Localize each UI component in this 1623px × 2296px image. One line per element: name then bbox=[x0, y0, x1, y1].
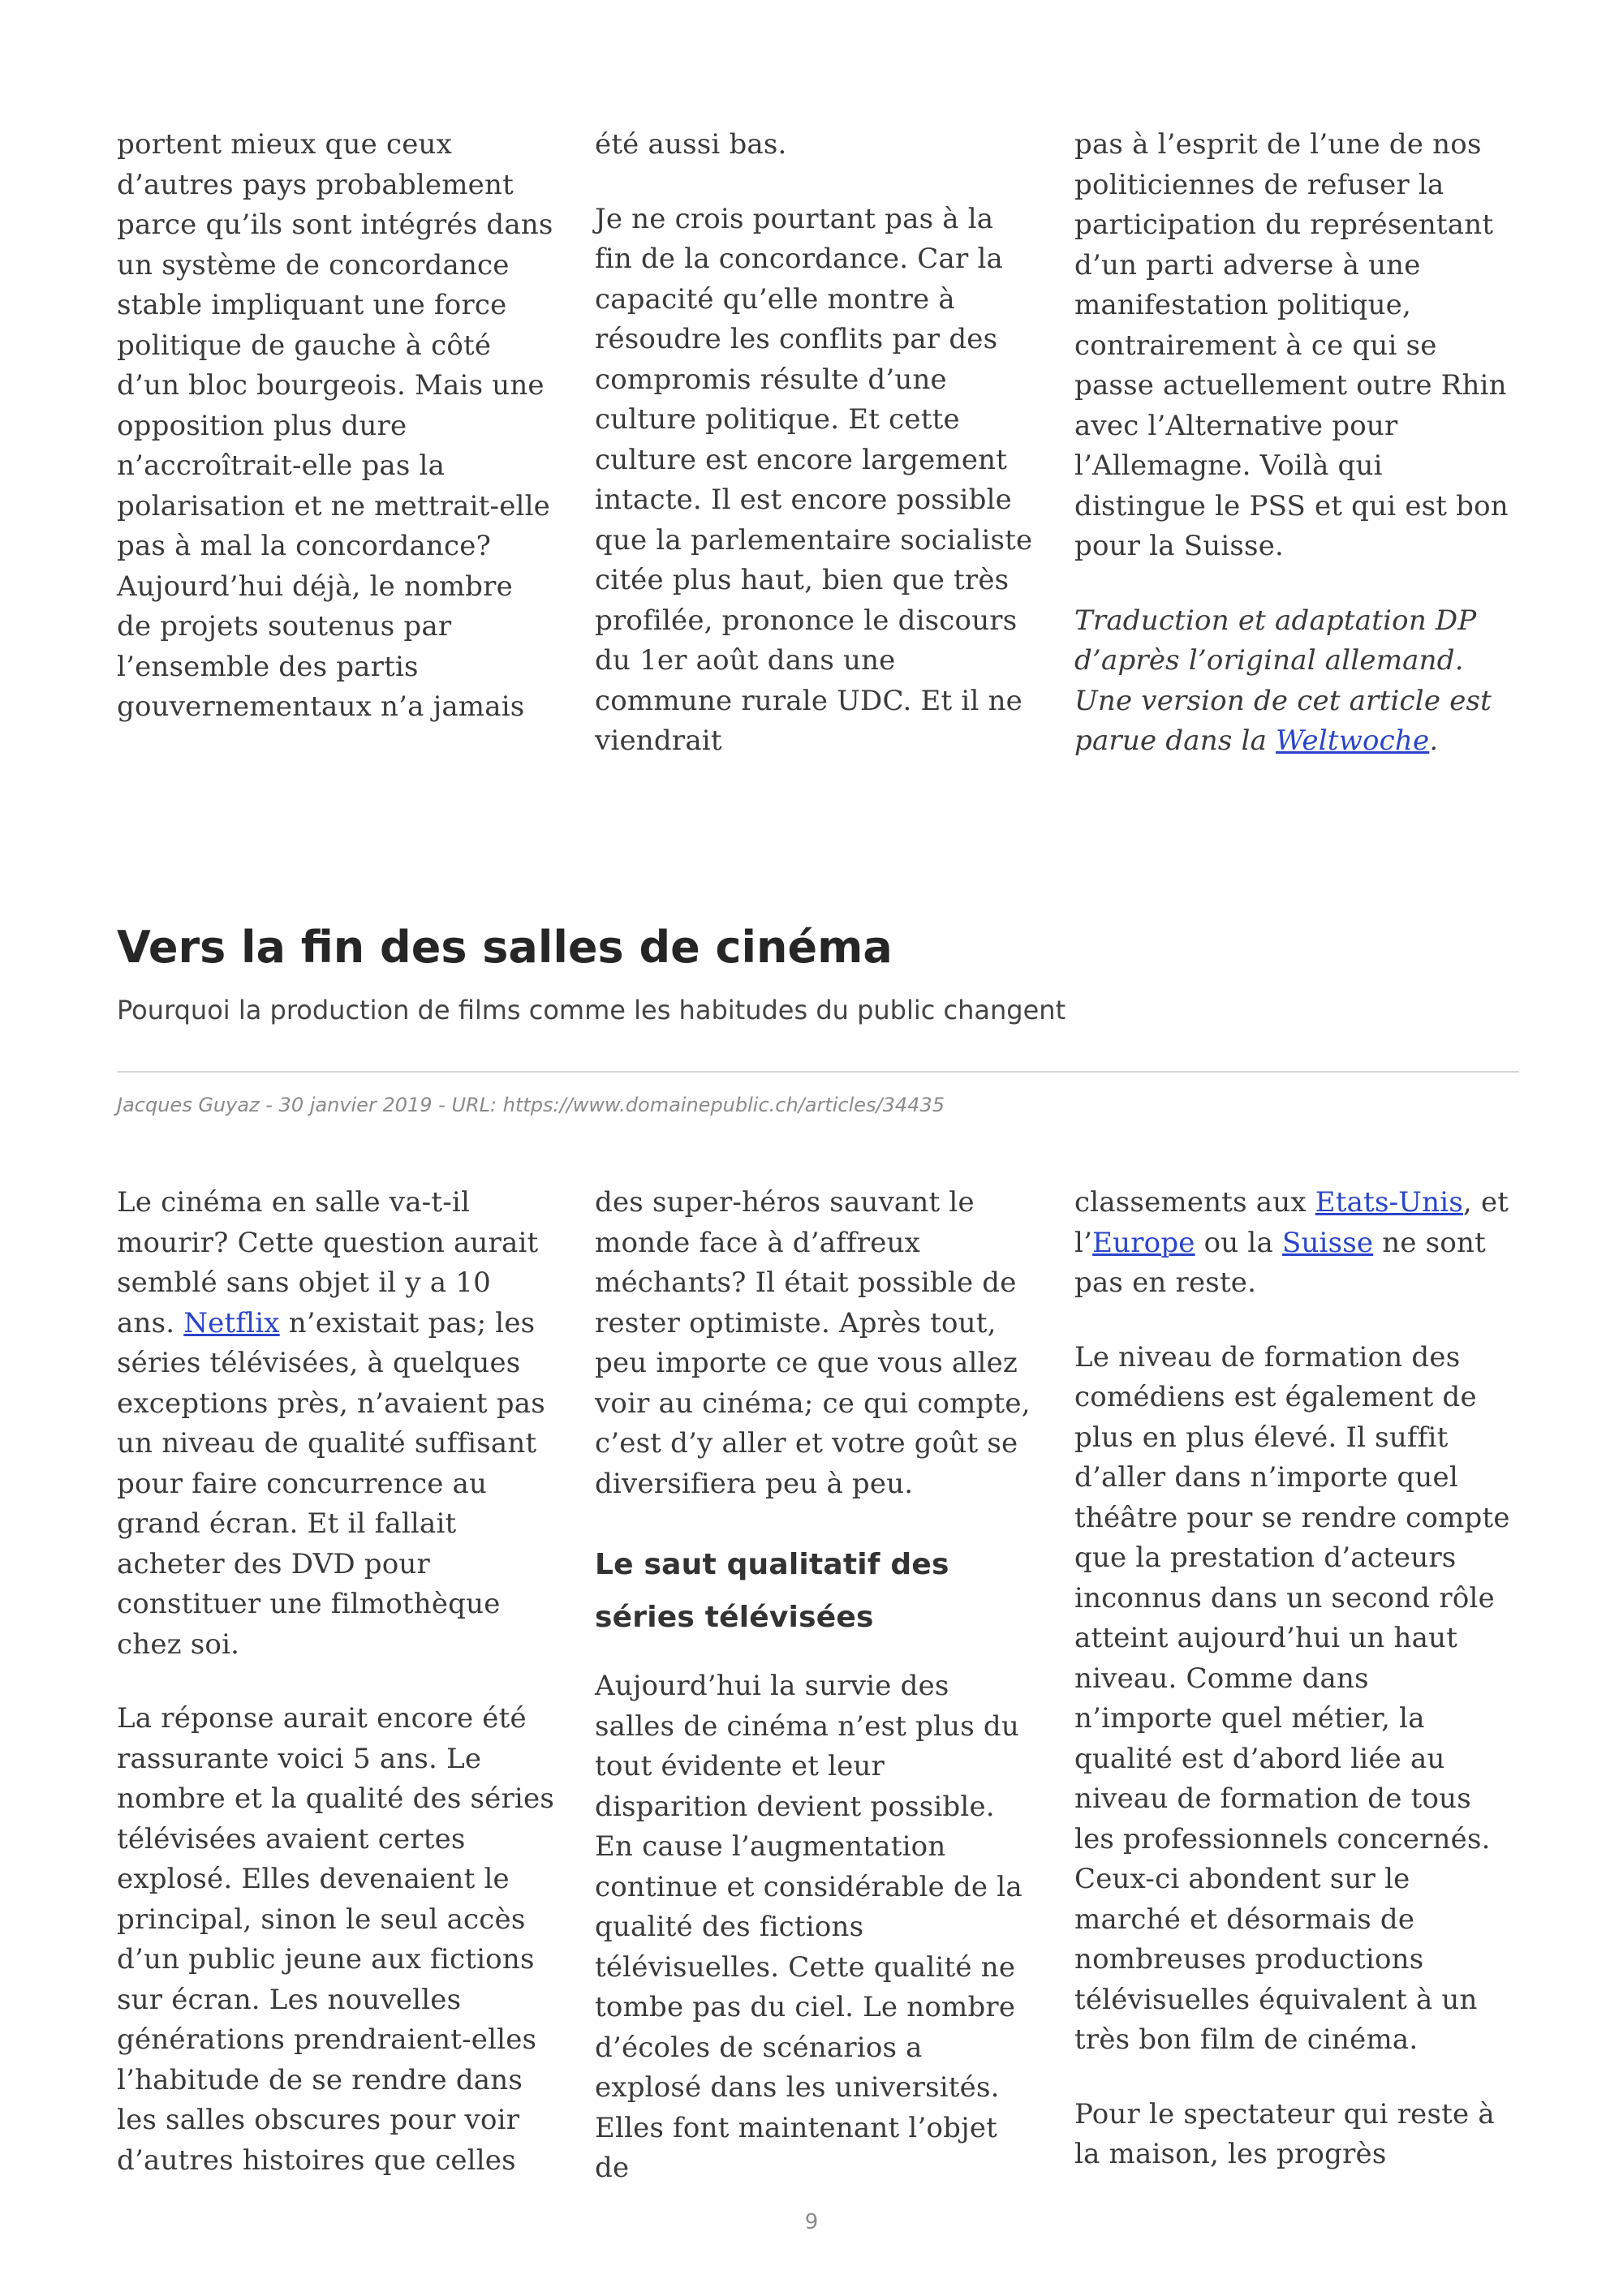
paragraph: des super-héros sauvant le monde face à d’affreux méchants? Il était possible de rester optimiste. Après tout, peu importe ce que vous allez voir au cinéma; ce qui compte, c’est d’y aller et votre goût se diversifiera peu à peu. bbox=[595, 1186, 1031, 1500]
section-heading: Le saut qualitatif des séries télévisées bbox=[595, 1548, 949, 1634]
prev-article-column-2 bbox=[595, 125, 1033, 762]
paragraph: portent mieux que ceux d’autres pays probablement parce qu’ils sont intégrés dans un système de concordance stable impliquant une force politique de gauche à côté d’un bloc bourgeois. Mais une opposition plus dure n’accroîtrait-elle pas la polarisation et ne mettrait-elle pas à mal la concordance? Aujourd’hui déjà, le nombre de projets soutenus par l’ensemble des partis gouvernementaux n’a jamais bbox=[117, 128, 553, 723]
article-title: Vers la fin des salles de cinéma bbox=[117, 922, 893, 973]
netflix-link[interactable]: Netflix bbox=[183, 1306, 280, 1339]
paragraph-text: ou la bbox=[1195, 1226, 1282, 1259]
paragraph-text: ne sont pas en reste. bbox=[1074, 1226, 1486, 1299]
prev-article-column-3 bbox=[1074, 125, 1513, 762]
translation-note bbox=[1074, 601, 1513, 762]
paragraph: Le niveau de formation des comédiens est également de plus en plus élevé. Il suffit d’aller dans n’importe quel théâtre pour se rendre compte que la prestation d’acteurs inconnus dans un second rôle atteint aujourd’hui un haut niveau. Comme dans n’importe quel métier, la qualité est d’abord liée au niveau de formation de tous les professionnels concernés. Ceux-ci abondent sur le marché et désormais de nombreuses productions télévisuelles équivalent à un très bon film de cinéma. bbox=[1074, 1340, 1510, 2056]
note-text-end: . bbox=[1429, 724, 1439, 757]
article-meta: Jacques Guyaz - 30 janvier 2019 - URL: https://www.domainepublic.ch/articles/34435 bbox=[117, 1094, 945, 1116]
etats-unis-link[interactable]: Etats-Unis bbox=[1315, 1186, 1463, 1219]
paragraph: La réponse aurait encore été rassurante voici 5 ans. Le nombre et la qualité des séries télévisées avaient certes explosé. Elles devenaient le principal, sinon le seul accès d’un public jeune aux fictions sur écran. Les nouvelles générations prendraient-elles l’habitude de se rendre dans les salles obscures pour voir d’autres histoires que celles bbox=[117, 1702, 554, 2177]
page-number: 9 bbox=[804, 2210, 819, 2234]
paragraph bbox=[1074, 1183, 1513, 1304]
paragraph-text: , et l’ bbox=[1074, 1186, 1509, 1259]
suisse-link[interactable]: Suisse bbox=[1281, 1226, 1374, 1259]
weltwoche-link[interactable]: Weltwoche bbox=[1276, 724, 1430, 757]
divider bbox=[117, 1071, 1519, 1073]
europe-link[interactable]: Europe bbox=[1092, 1226, 1195, 1259]
note-text: Traduction et adaptation DP d’après l’original allemand. Une version de cet article est parue dans la bbox=[1074, 604, 1492, 757]
paragraph-text: Le cinéma en salle va-t-il mourir? Cette question aurait semblé sans objet il y a 10 ans. bbox=[117, 1186, 539, 1339]
paragraph: Aujourd’hui la survie des salles de cinéma n’est plus du tout évidente et leur disparition devient possible. En cause l’augmentation continue et considérable de la qualité des fictions télévisuelles. Cette qualité ne tombe pas du ciel. Le nombre d’écoles de scénarios a explosé dans les universités. Elles font maintenant l’objet de bbox=[595, 1670, 1022, 2184]
paragraph-text: classements aux bbox=[1074, 1186, 1315, 1219]
article-column-2 bbox=[595, 1183, 1033, 2189]
paragraph: pas à l’esprit de l’une de nos politiciennes de refuser la participation du représentant d’un parti adverse à une manifestation politique, contrairement à ce qui se passe actuellement outre Rhin avec l’Alternative pour l’Allemagne. Voilà qui distingue le PSS et qui est bon pour la Suisse. bbox=[1074, 128, 1509, 562]
paragraph: Je ne crois pourtant pas à la fin de la concordance. Car la capacité qu’elle montre à résoudre les conflits par des compromis résulte d’une culture politique. Et cette culture est encore largement intacte. Il est encore possible que la parlementaire socialiste citée plus haut, bien que très profilée, prononce le discours du 1er août dans une commune rurale UDC. Et il ne viendrait bbox=[595, 202, 1033, 757]
article-subtitle: Pourquoi la production de films comme les habitudes du public changent bbox=[117, 995, 1066, 1025]
paragraph: été aussi bas. bbox=[595, 128, 787, 161]
article-column-3 bbox=[1074, 1183, 1513, 2175]
article-column-1 bbox=[117, 1183, 555, 2181]
paragraph: Pour le spectateur qui reste à la maison, les progrès bbox=[1074, 2097, 1495, 2170]
prev-article-column-1 bbox=[117, 125, 555, 728]
paragraph-text: n’existait pas; les séries télévisées, à quelques exceptions près, n’avaient pas un niveau de qualité suffisant pour faire concurrence au grand écran. Et il fallait acheter des DVD pour constituer une filmothèque chez soi. bbox=[117, 1306, 545, 1661]
paragraph bbox=[117, 1183, 555, 1665]
